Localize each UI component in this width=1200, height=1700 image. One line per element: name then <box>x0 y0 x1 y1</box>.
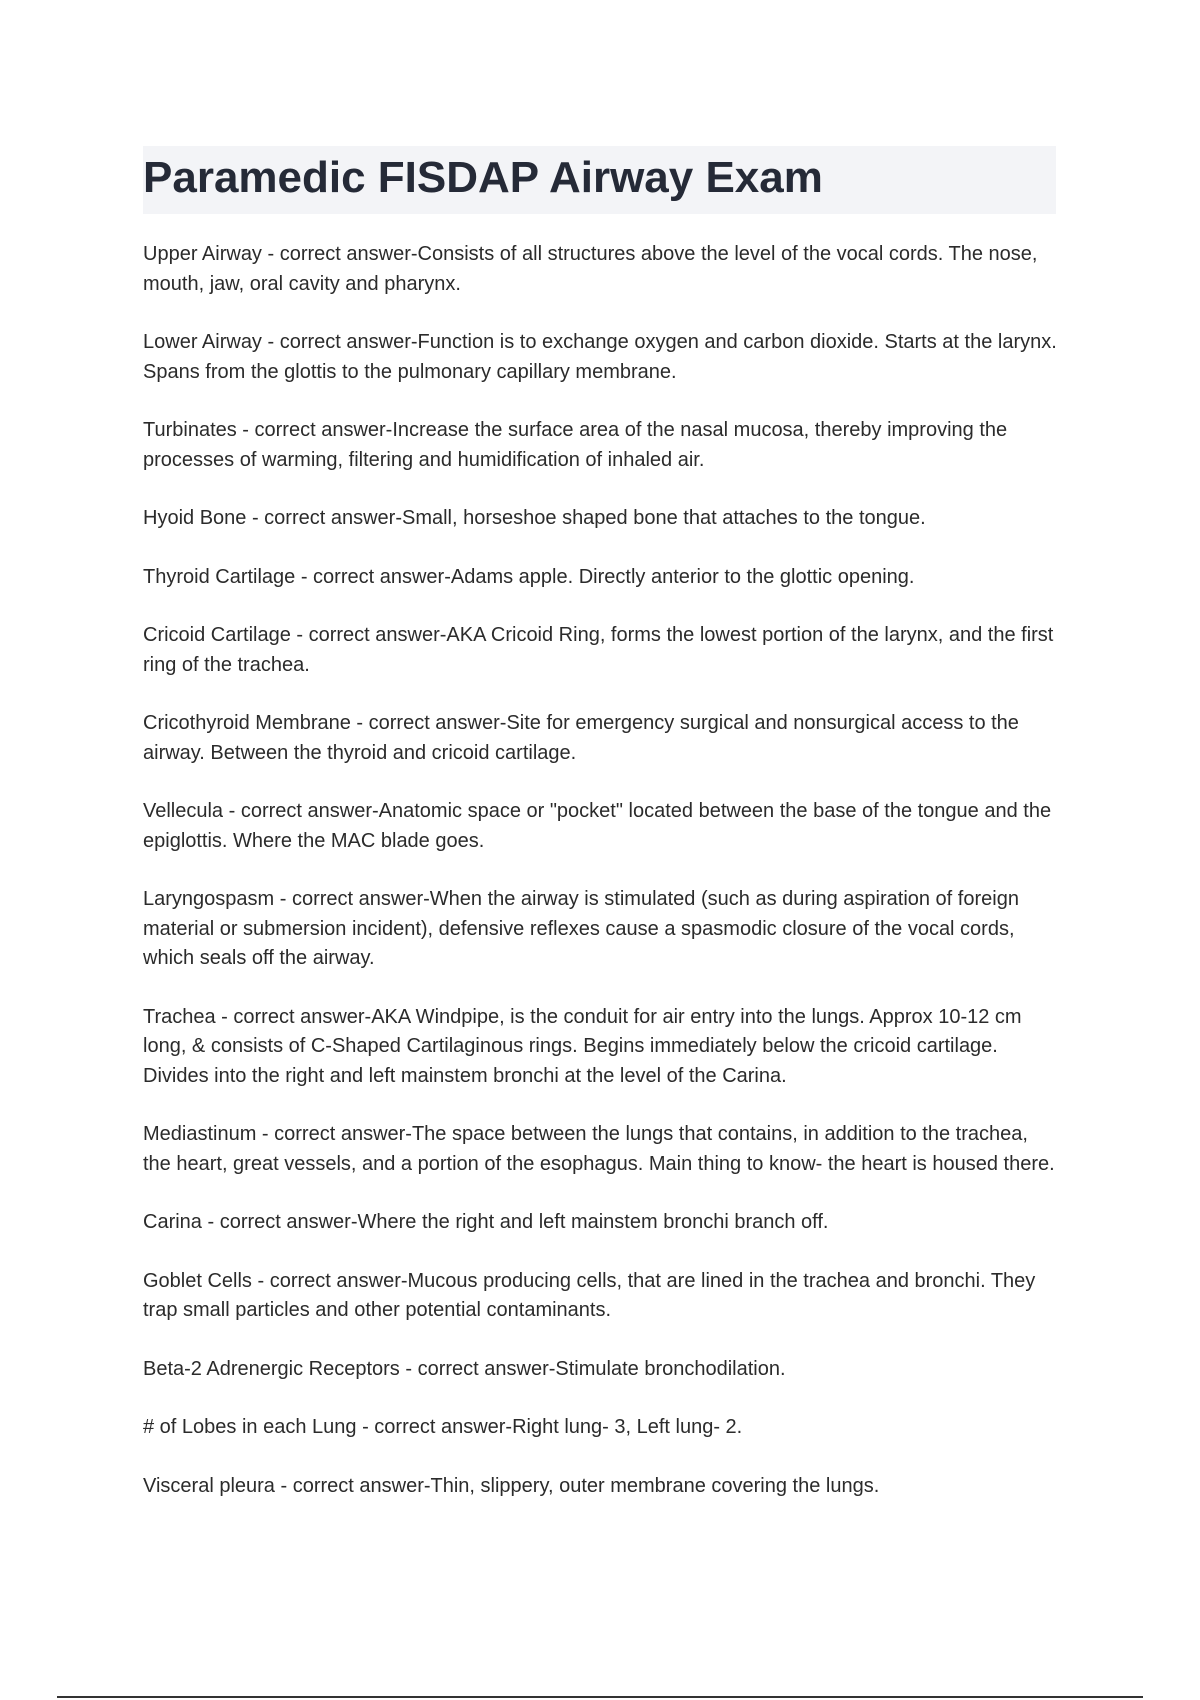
qa-item-trachea: Trachea - correct answer-AKA Windpipe, is the conduit for air entry into the lungs. Approx 10-12 cm long, & consists of C-Shaped Cartilaginous rings. Begins immediately below the cricoid cartilage. Divides into the right and left mainstem bronchi at the level of the Carina. <box>143 1005 1022 1087</box>
qa-item-cricoid-cartilage: Cricoid Cartilage - correct answer-AKA Cricoid Ring, forms the lowest portion of the larynx, and the first ring of the trachea. <box>143 624 1054 676</box>
qa-item-mediastinum: Mediastinum - correct answer-The space between the lungs that contains, in addition to the trachea, the heart, great vessels, and a portion of the esophagus. Main thing to know- the heart is housed there. <box>143 1123 1055 1175</box>
qa-item-turbinates: Turbinates - correct answer-Increase the surface area of the nasal mucosa, thereby improving the processes of warming, filtering and humidification of inhaled air. <box>143 419 1008 471</box>
qa-item-vellecula: Vellecula - correct answer-Anatomic space or "pocket" located between the base of the tongue and the epiglottis. Where the MAC blade goes. <box>143 800 1052 852</box>
page-title: Paramedic FISDAP Airway Exam <box>143 153 823 202</box>
qa-item-lung-lobes: # of Lobes in each Lung - correct answer-Right lung- 3, Left lung- 2. <box>143 1416 743 1438</box>
qa-item-lower-airway: Lower Airway - correct answer-Function is to exchange oxygen and carbon dioxide. Starts at the larynx. Spans from the glottis to the pulmonary capillary membrane. <box>143 331 1057 383</box>
qa-item-cricothyroid-membrane: Cricothyroid Membrane - correct answer-Site for emergency surgical and nonsurgical access to the airway. Between the thyroid and cricoid cartilage. <box>143 712 1019 764</box>
qa-item-visceral-pleura: Visceral pleura - correct answer-Thin, slippery, outer membrane covering the lungs. <box>143 1474 880 1497</box>
qa-item-upper-airway: Upper Airway - correct answer-Consists of all structures above the level of the vocal cords. The nose, mouth, jaw, oral cavity and pharynx. <box>143 243 1038 295</box>
qa-item-hyoid-bone: Hyoid Bone - correct answer-Small, horseshoe shaped bone that attaches to the tongue. <box>143 507 926 529</box>
qa-item-goblet-cells: Goblet Cells - correct answer-Mucous producing cells, that are lined in the trachea and bronchi. They trap small particles and other potential contaminants. <box>143 1269 1036 1321</box>
qa-list <box>143 240 1058 1530</box>
footer-divider <box>57 1696 1143 1698</box>
qa-item-carina: Carina - correct answer-Where the right and left mainstem bronchi branch off. <box>143 1211 829 1233</box>
qa-item-beta-2-receptors: Beta-2 Adrenergic Receptors - correct answer-Stimulate bronchodilation. <box>143 1357 786 1380</box>
qa-item-laryngospasm: Laryngospasm - correct answer-When the airway is stimulated (such as during aspiration of foreign material or submersion incident), defensive reflexes cause a spasmodic closure of the vocal cords, which seals off the airway. <box>143 888 1019 969</box>
qa-item-thyroid-cartilage: Thyroid Cartilage - correct answer-Adams apple. Directly anterior to the glottic opening. <box>143 565 915 588</box>
title-banner <box>143 146 1056 214</box>
